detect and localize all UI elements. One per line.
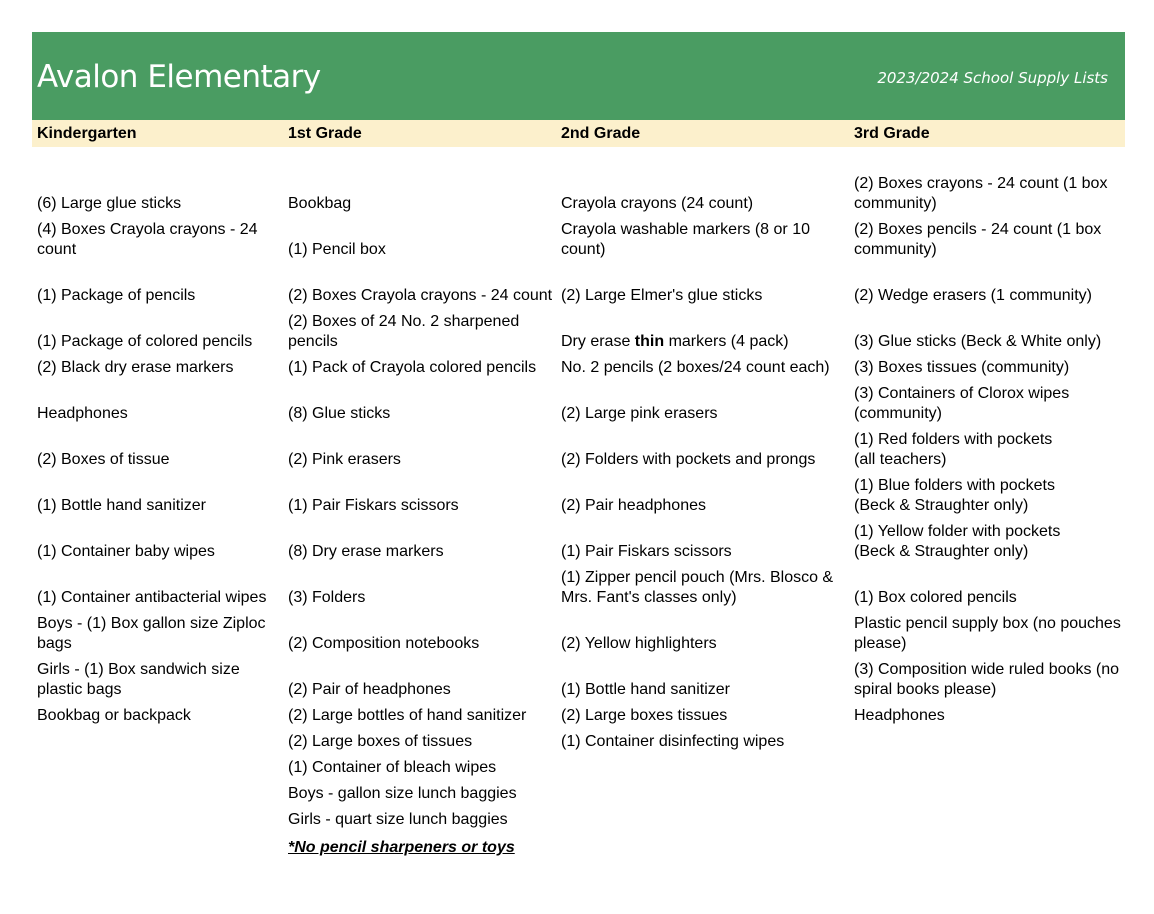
supply-item: Crayola washable markers (8 or 10 count) [561,221,810,258]
supply-item: Headphones [854,707,945,724]
kindergarten-heading: Kindergarten [37,125,137,142]
supply-item: (1) Box colored pencils [854,589,1017,606]
supply-item: (2) Boxes crayons - 24 count (1 box community) [854,175,1108,212]
school-name: Avalon Elementary [37,59,321,95]
supply-item: (1) Package of colored pencils [37,333,253,350]
supply-item: Plastic pencil supply box (no pouches please) [854,615,1121,652]
supply-item: Dry erase thin markers (4 pack) [561,333,789,350]
first-grade-heading: 1st Grade [288,125,362,142]
supply-item: (2) Pink erasers [288,451,401,468]
supply-item: (1) Container of bleach wipes [288,759,497,776]
third-grade-heading: 3rd Grade [854,125,930,142]
supply-item: (2) Pair headphones [561,497,706,514]
supply-item: (2) Boxes Crayola crayons - 24 count [288,287,553,304]
first-grade-note: *No pencil sharpeners or toys [288,839,515,856]
second-grade-column [561,120,853,750]
supply-item: (4) Boxes Crayola crayons - 24 count [37,221,258,258]
supply-item: (1) Red folders with pockets (all teachers) [854,431,1053,468]
supply-item: (1) Package of pencils [37,287,196,304]
supply-item: (1) Blue folders with pockets (Beck & Straughter only) [854,477,1055,514]
supply-item: (3) Boxes tissues (community) [854,359,1070,376]
supply-item: (2) Wedge erasers (1 community) [854,287,1092,304]
supply-item: (2) Composition notebooks [288,635,480,652]
supply-item: Girls - (1) Box sandwich size plastic bags [37,661,240,698]
header-banner [32,32,1125,120]
supply-item: (3) Composition wide ruled books (no spiral books please) [854,661,1120,698]
supply-item: No. 2 pencils (2 boxes/24 count each) [561,359,830,376]
supply-item: (2) Black dry erase markers [37,359,234,376]
supply-item: (2) Boxes pencils - 24 count (1 box community) [854,221,1102,258]
supply-item: (1) Bottle hand sanitizer [37,497,206,514]
supply-item: (3) Glue sticks (Beck & White only) [854,333,1102,350]
supply-item: (2) Yellow highlighters [561,635,717,652]
supply-item: Boys - gallon size lunch baggies [288,785,517,802]
third-grade-column [854,120,1125,724]
supply-item: (1) Zipper pencil pouch (Mrs. Blosco & Mrs. Fant's classes only) [561,569,834,606]
first-grade-column [288,120,560,828]
supply-item: Bookbag or backpack [37,707,191,724]
supply-item: (2) Large Elmer's glue sticks [561,287,763,304]
supply-item: (2) Pair of headphones [288,681,451,698]
supply-item: (1) Pair Fiskars scissors [288,497,459,514]
supply-item: (6) Large glue sticks [37,195,182,212]
supply-item: (2) Boxes of tissue [37,451,170,468]
supply-item: (3) Containers of Clorox wipes (community) [854,385,1070,422]
supply-item: (3) Folders [288,589,366,606]
supply-item: (1) Yellow folder with pockets (Beck & Straughter only) [854,523,1061,560]
supply-item: Girls - quart size lunch baggies [288,811,508,828]
supply-item: (2) Large pink erasers [561,405,718,422]
supply-item: (1) Pack of Crayola colored pencils [288,359,537,376]
supply-item: Headphones [37,405,128,422]
supply-item: (1) Pencil box [288,241,386,258]
supply-item: Bookbag [288,195,352,212]
kindergarten-column [37,120,287,724]
list-subtitle: 2023/2024 School Supply Lists [877,69,1108,87]
supply-item: (8) Glue sticks [288,405,391,422]
supply-item: (2) Large bottles of hand sanitizer [288,707,527,724]
supply-item: (1) Pair Fiskars scissors [561,543,732,560]
supply-item: (1) Container antibacterial wipes [37,589,267,606]
supply-item: Crayola crayons (24 count) [561,195,754,212]
second-grade-heading: 2nd Grade [561,125,641,142]
supply-item: (8) Dry erase markers [288,543,444,560]
supply-item: (2) Large boxes of tissues [288,733,473,750]
supply-item: (1) Bottle hand sanitizer [561,681,730,698]
supply-item: (1) Container disinfecting wipes [561,733,785,750]
supply-item: (2) Folders with pockets and prongs [561,451,816,468]
supply-item: (1) Container baby wipes [37,543,215,560]
supply-item: (2) Large boxes tissues [561,707,728,724]
supply-item: (2) Boxes of 24 No. 2 sharpened pencils [288,313,520,350]
supply-item: Boys - (1) Box gallon size Ziploc bags [37,615,266,652]
